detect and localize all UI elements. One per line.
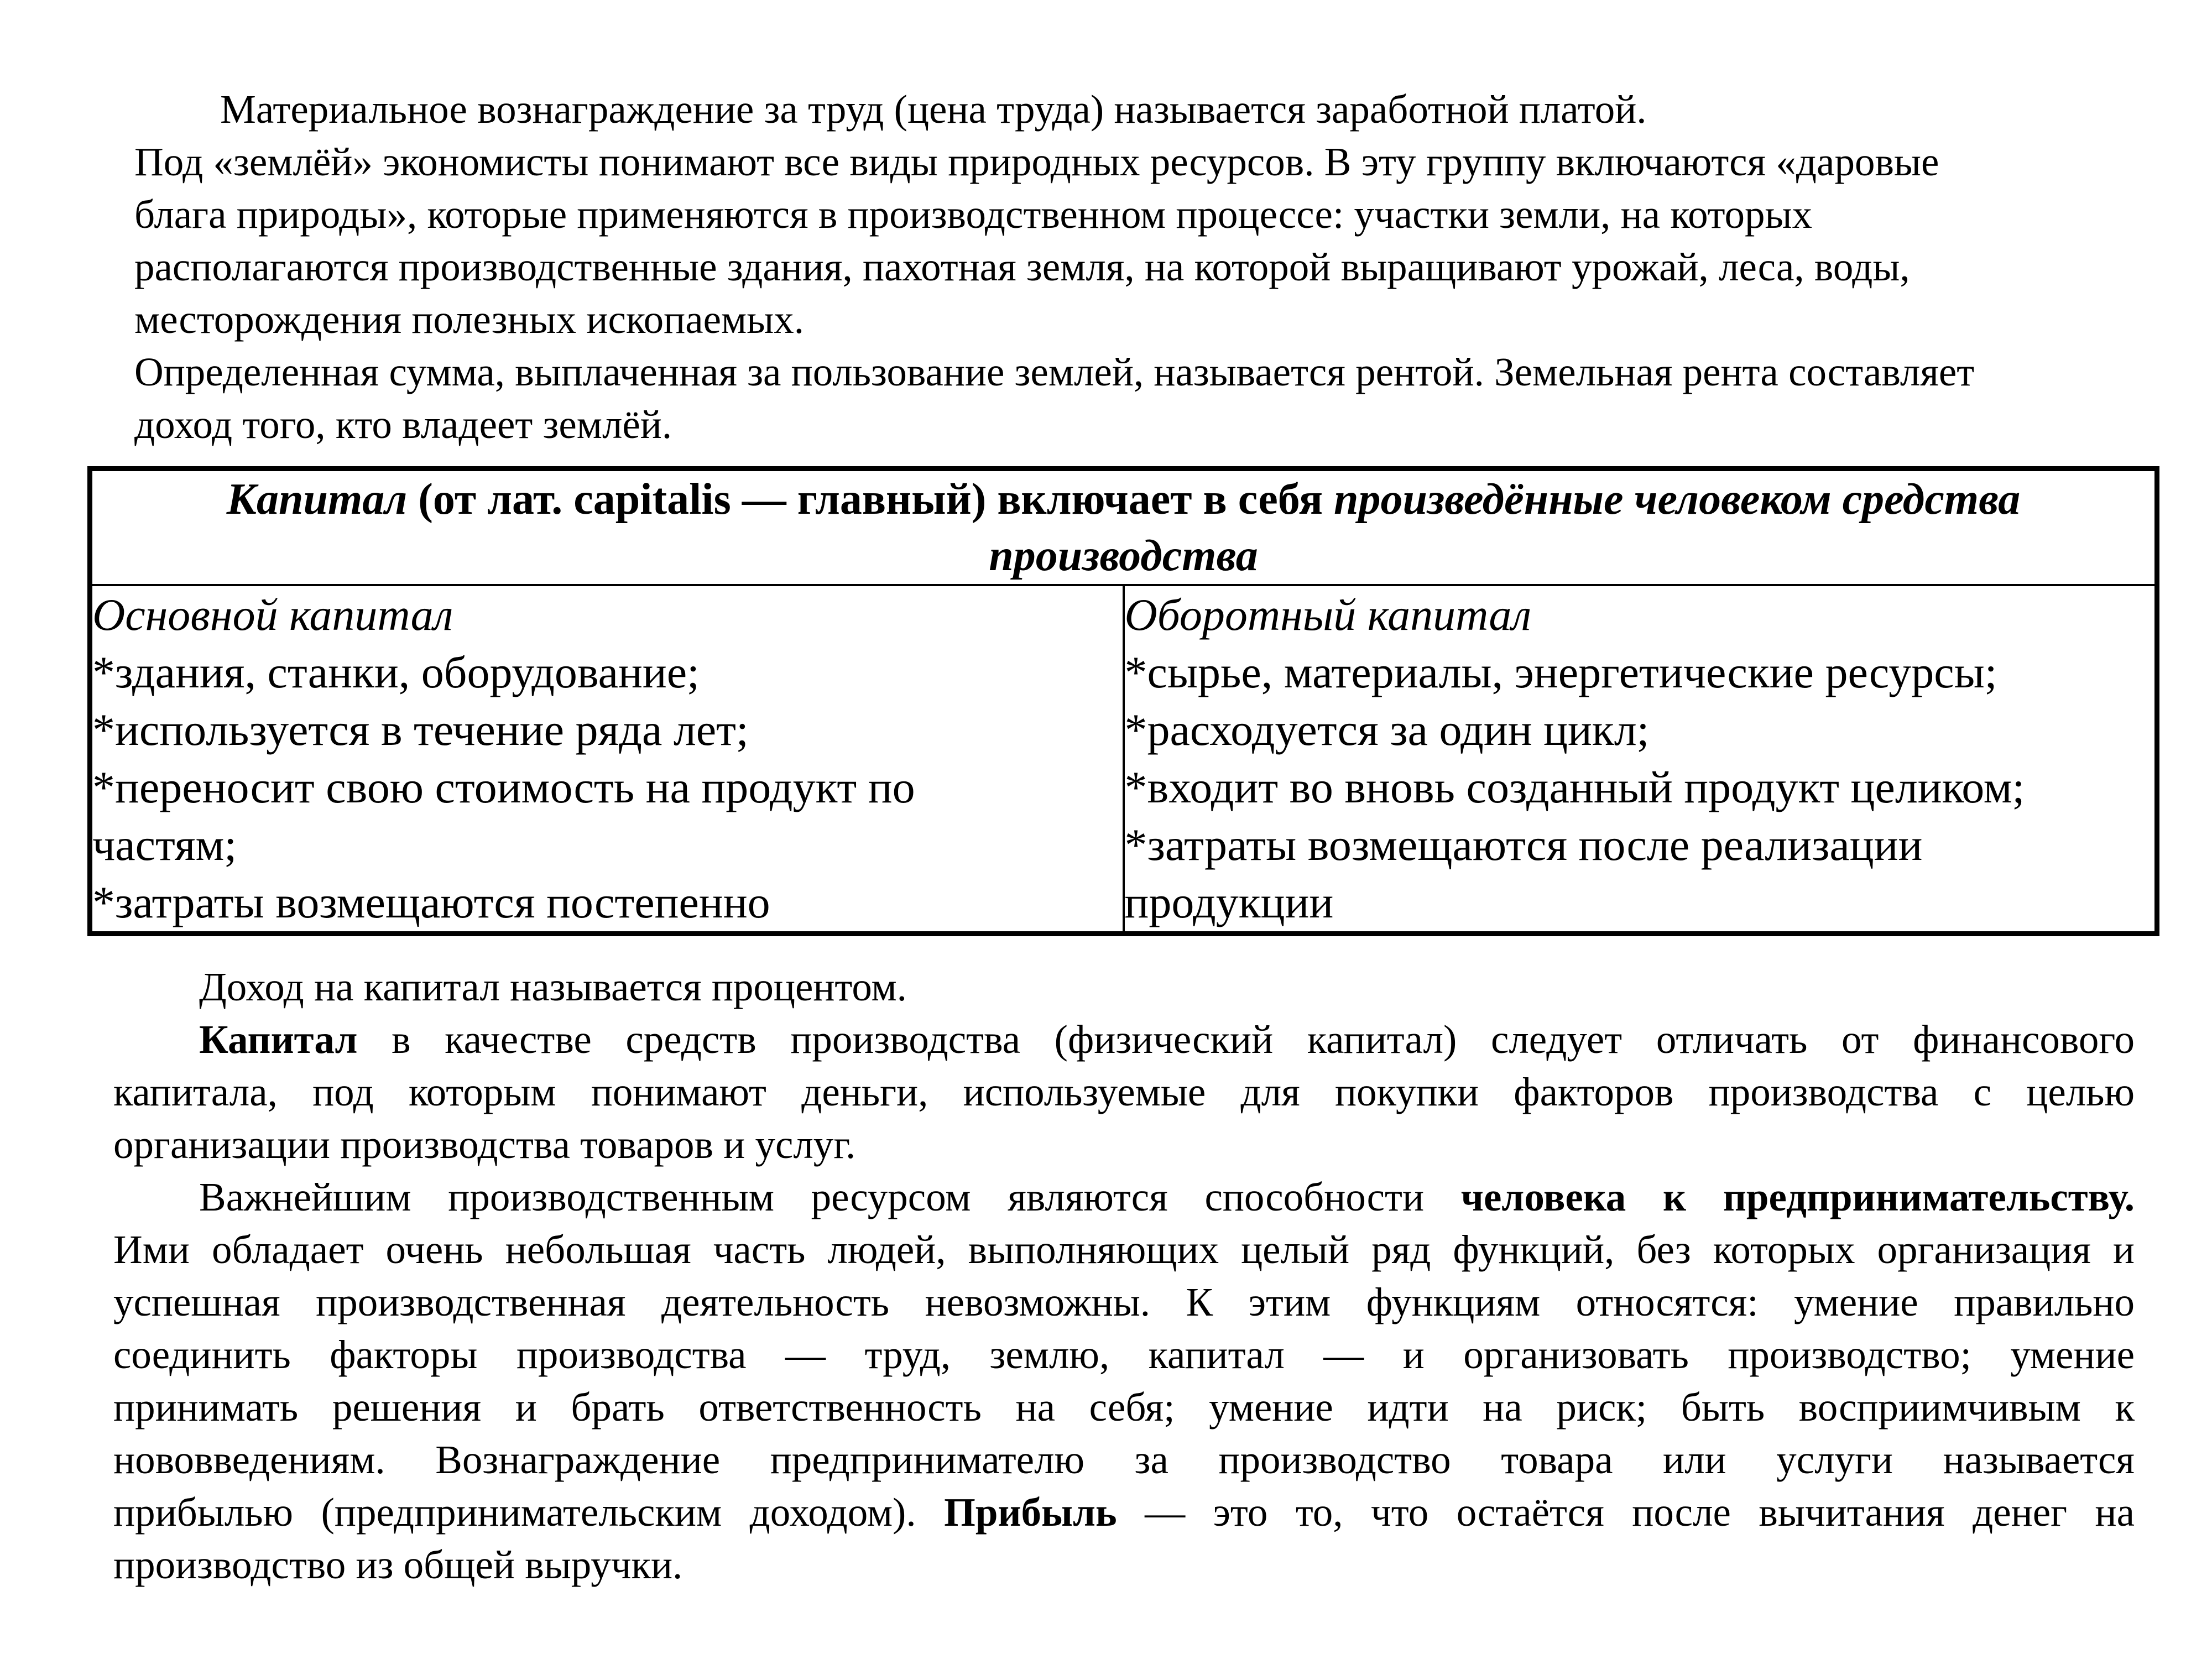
- text-line: доход того, кто владеет землёй.: [134, 402, 672, 447]
- text-line: *используется в течение ряда лет;: [92, 705, 749, 755]
- text-line: [113, 1171, 2135, 1223]
- text-line: принимать решения и брать ответственность на себя; умение идти на риск; быть восприимчивым к: [113, 1385, 2135, 1430]
- working-capital-cell: [1124, 585, 2157, 934]
- cell-title: Основной капитал: [92, 589, 453, 640]
- text-line: производство из общей выручки.: [113, 1542, 683, 1587]
- text-line: Ими обладает очень небольшая часть людей, выполняющих целый ряд функций, без которых организация и: [113, 1227, 2135, 1272]
- fixed-capital-cell: [90, 585, 1124, 934]
- text-line: Доход на капитал называется процентом.: [199, 964, 907, 1009]
- bold-segment: человека к предпринимательству.: [1460, 1175, 2135, 1219]
- cell-title: Оборотный капитал: [1124, 589, 1532, 640]
- text-line: месторождения полезных ископаемых.: [134, 297, 804, 342]
- text-line: организации производства товаров и услуг.: [113, 1122, 856, 1167]
- table-header-line: [92, 471, 2154, 528]
- text-line: нововведениям. Вознаграждение предпринимателю за производство товара или услуги называется: [113, 1437, 2135, 1482]
- text-line: блага природы», которые применяются в производственном процессе: участки земли, на которых: [134, 192, 1813, 237]
- text-segment: в качестве средств производства (физический капитал) следует отличать от финансового: [357, 1017, 2135, 1062]
- text-line: *расходуется за один цикл;: [1124, 705, 1650, 755]
- text-line: *затраты возмещаются после реализации: [1124, 820, 1923, 870]
- text-line: располагаются производственные здания, пахотная земля, на которой выращивают урожай, леса, воды,: [134, 244, 1910, 289]
- text-segment: — это то, что остаётся после вычитания денег на: [1117, 1490, 2135, 1535]
- text-line: соединить факторы производства — труд, землю, капитал — и организовать производство; умение: [113, 1332, 2135, 1377]
- text-line: Под «землёй» экономисты понимают все виды природных ресурсов. В эту группу включаются «даровые: [134, 139, 1939, 184]
- text-line: *затраты возмещаются постепенно: [92, 877, 770, 927]
- table-header-cell: [90, 469, 2157, 586]
- text-line: *входит во вновь созданный продукт целиком;: [1124, 762, 2025, 812]
- bold-segment: Прибыль: [944, 1490, 1117, 1535]
- intro-text-block: [0, 0, 2212, 451]
- text-line: частям;: [92, 820, 237, 870]
- bold-segment: Капитал: [199, 1017, 358, 1062]
- table-body-row: [90, 585, 2157, 934]
- text-segment: Важнейшим производственным ресурсом являются способности: [199, 1175, 1461, 1219]
- latin-origin-segment: (от лат. capitalis — главный) включает в себя: [407, 475, 1334, 524]
- capital-table: [87, 466, 2159, 936]
- table-header-row: [90, 469, 2157, 586]
- text-line: Определенная сумма, выплаченная за пользование землей, называется рентой. Земельная рента составляет: [134, 349, 1975, 394]
- text-line: капитала, под которым понимают деньги, используемые для покупки факторов производства с целью: [113, 1070, 2135, 1114]
- text-line: *здания, станки, оборудование;: [92, 647, 700, 697]
- table-header-line: производства: [989, 531, 1258, 580]
- text-line: успешная производственная деятельность невозможны. К этим функциям относятся: умение правильно: [113, 1280, 2135, 1324]
- text-line: [113, 1486, 2135, 1538]
- capital-term: Капитал: [226, 475, 408, 524]
- text-line: *сырье, материалы, энергетические ресурсы;: [1124, 647, 1997, 697]
- text-line: *переносит свою стоимость на продукт по: [92, 762, 915, 812]
- text-line: продукции: [1124, 877, 1334, 927]
- text-segment: прибылью (предпринимательским доходом).: [113, 1490, 945, 1535]
- text-line: Материальное вознаграждение за труд (цена труда) называется заработной платой.: [220, 87, 1647, 132]
- produced-means-segment: произведённые человеком средства: [1334, 475, 2021, 524]
- text-line: [113, 1013, 2135, 1066]
- body-text-block: [113, 961, 2135, 1591]
